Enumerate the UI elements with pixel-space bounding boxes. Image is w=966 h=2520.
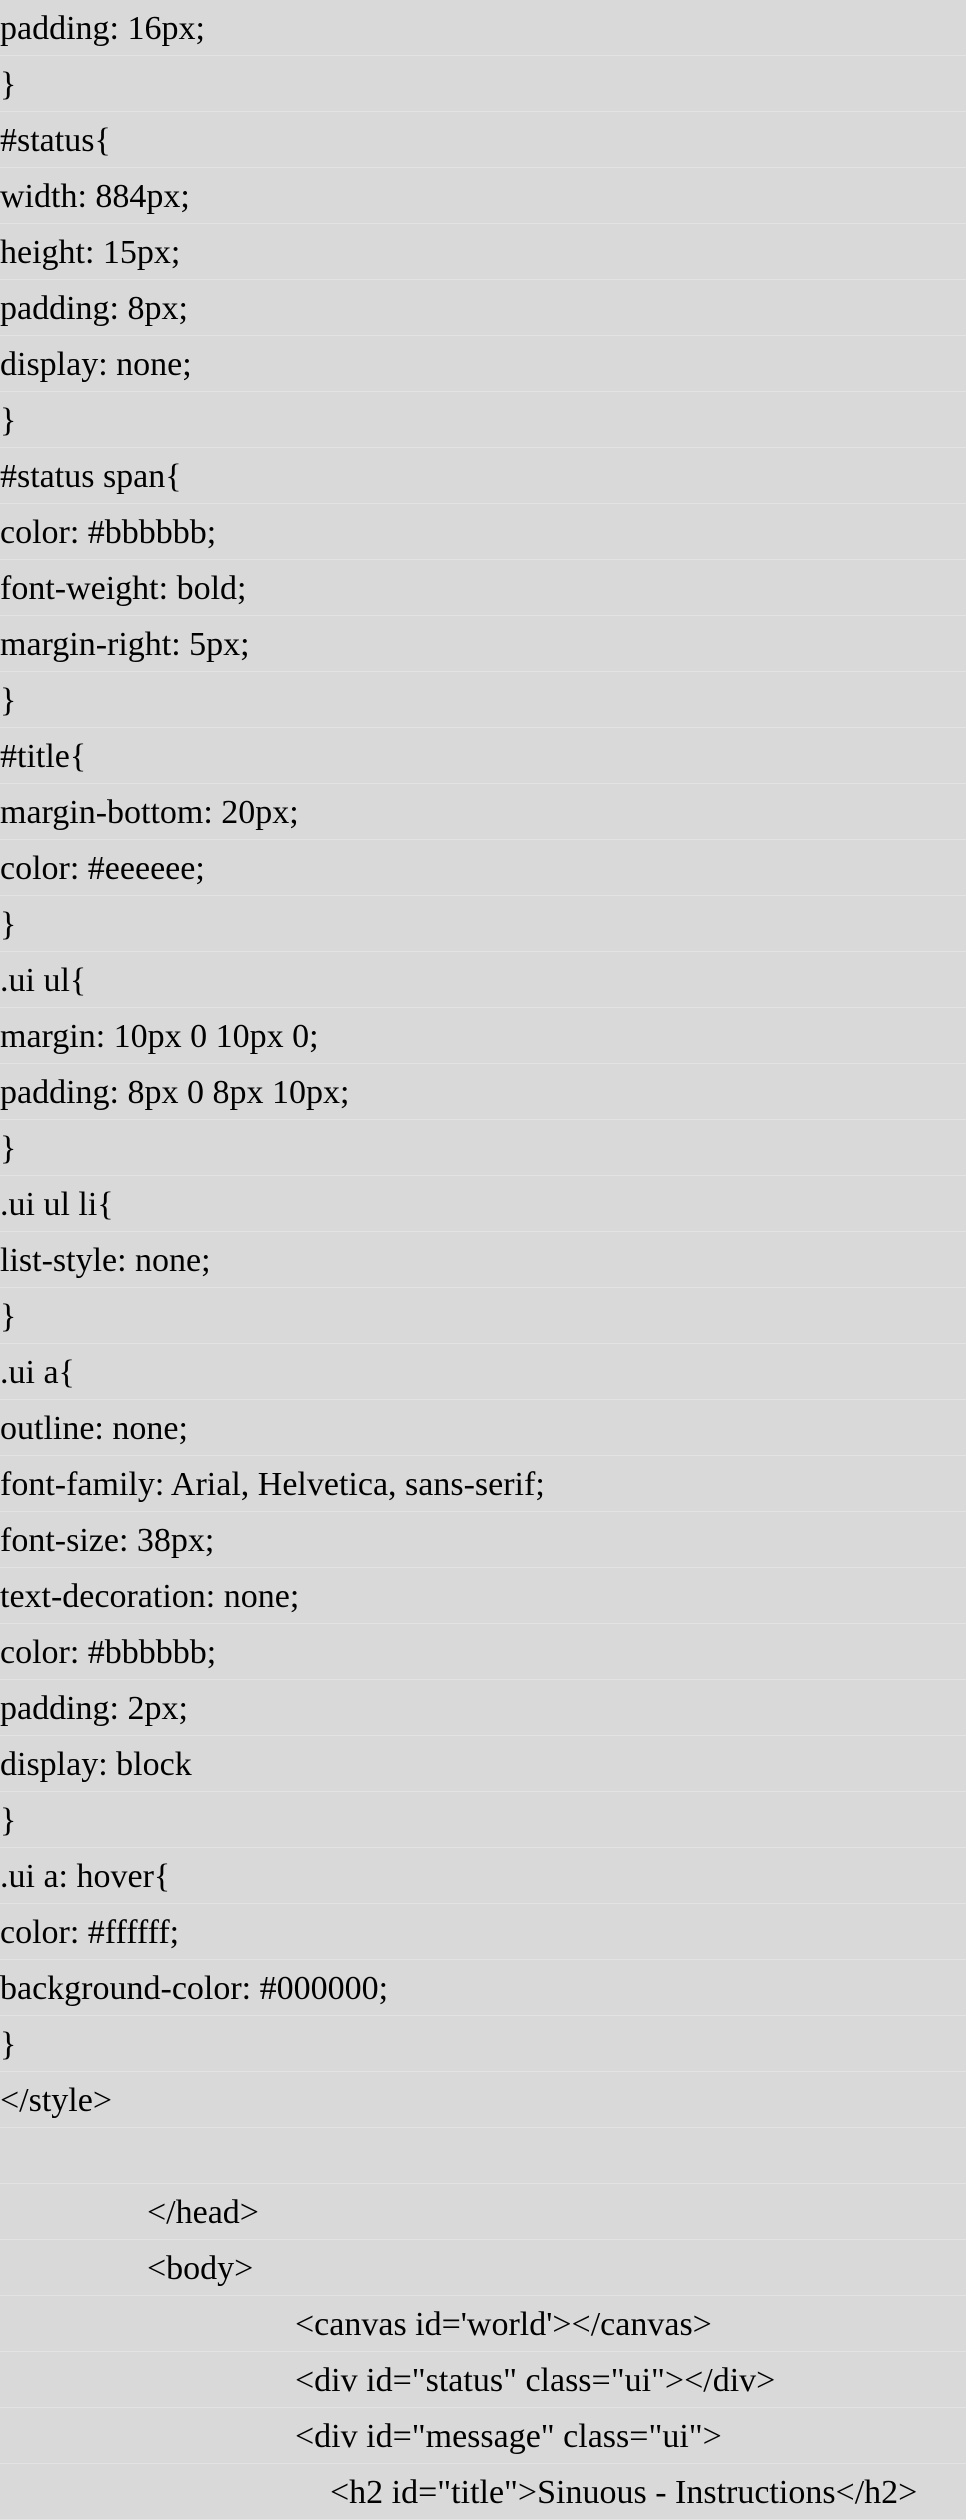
code-line: padding: 8px; xyxy=(0,280,966,336)
code-line: font-weight: bold; xyxy=(0,560,966,616)
code-line: outline: none; xyxy=(0,1400,966,1456)
code-line: } xyxy=(0,1120,966,1176)
code-line: color: #bbbbbb; xyxy=(0,504,966,560)
code-line: <h2 id="title">Sinuous - Instructions</h2> xyxy=(0,2464,966,2520)
code-line: </style> xyxy=(0,2072,966,2128)
code-line: #status{ xyxy=(0,112,966,168)
code-line: } xyxy=(0,1792,966,1848)
code-line: padding: 16px; xyxy=(0,0,966,56)
code-line: #title{ xyxy=(0,728,966,784)
code-line: list-style: none; xyxy=(0,1232,966,1288)
code-line: } xyxy=(0,2016,966,2072)
code-line: margin: 10px 0 10px 0; xyxy=(0,1008,966,1064)
code-line: } xyxy=(0,56,966,112)
code-line: color: #ffffff; xyxy=(0,1904,966,1960)
code-line: } xyxy=(0,672,966,728)
code-line: <div id="message" class="ui"> xyxy=(0,2408,966,2464)
code-line: padding: 8px 0 8px 10px; xyxy=(0,1064,966,1120)
code-line: font-family: Arial, Helvetica, sans-serif; xyxy=(0,1456,966,1512)
code-line: .ui a{ xyxy=(0,1344,966,1400)
code-line: height: 15px; xyxy=(0,224,966,280)
code-line: } xyxy=(0,896,966,952)
code-line: display: block xyxy=(0,1736,966,1792)
code-line: color: #bbbbbb; xyxy=(0,1624,966,1680)
code-line: <canvas id='world'></canvas> xyxy=(0,2296,966,2352)
code-line: color: #eeeeee; xyxy=(0,840,966,896)
blank-line xyxy=(0,2128,966,2184)
code-line: #status span{ xyxy=(0,448,966,504)
code-line: } xyxy=(0,1288,966,1344)
code-line: background-color: #000000; xyxy=(0,1960,966,2016)
code-line: .ui a: hover{ xyxy=(0,1848,966,1904)
code-line: <div id="status" class="ui"></div> xyxy=(0,2352,966,2408)
code-line: .ui ul{ xyxy=(0,952,966,1008)
code-line: } xyxy=(0,392,966,448)
code-line: .ui ul li{ xyxy=(0,1176,966,1232)
code-line: margin-bottom: 20px; xyxy=(0,784,966,840)
code-line: margin-right: 5px; xyxy=(0,616,966,672)
code-line: text-decoration: none; xyxy=(0,1568,966,1624)
code-line: <body> xyxy=(0,2240,966,2296)
code-line: display: none; xyxy=(0,336,966,392)
code-line: padding: 2px; xyxy=(0,1680,966,1736)
code-line: width: 884px; xyxy=(0,168,966,224)
code-line: font-size: 38px; xyxy=(0,1512,966,1568)
code-line: </head> xyxy=(0,2184,966,2240)
